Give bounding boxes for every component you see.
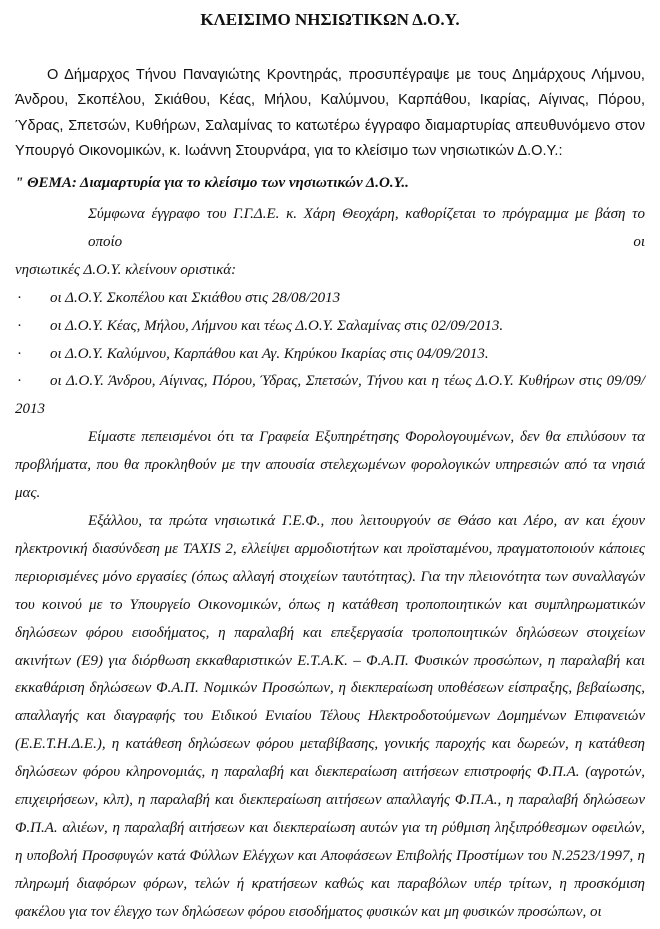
bullet-line — [15, 313, 645, 341]
bullet-text: οι Δ.Ο.Υ. Σκοπέλου και Σκιάθου στις 28/08/2013 — [50, 289, 341, 306]
paragraph1-line: νησιωτικές Δ.Ο.Υ. κλείνουν οριστικά: — [15, 261, 237, 278]
bullet-line — [15, 341, 645, 369]
paragraph2-line: προβλήματα, που θα προκληθούν με την απουσία στελεχωμένων φορολογικών υπηρεσιών από τα νησιά — [15, 457, 645, 474]
intro-paragraph — [15, 63, 645, 164]
bullet-item — [15, 368, 645, 424]
paragraph3-line: (Ε.Ε.Τ.Η.Δ.Ε.), η κατάθεση δηλώσεων φόρου μεταβίβασης, γονικής παροχής και δωρεών, η κατάθεση — [15, 736, 645, 753]
bullet-line — [15, 368, 645, 396]
paragraph3-line: ακινήτων (Ε9) για διόρθωση εκκαθαριστικών Ε.Τ.Α.Κ. – Φ.Α.Π. Φυσικών προσώπων, η παραλαβή και — [15, 652, 645, 669]
paragraph3-line: περιορισμένες μόνο εργασίες (όπως αλλαγή στοιχείων ταυτότητας). Για την πλειονότητα των συναλλαγών — [15, 568, 645, 585]
document-title: ΚΛΕΙΣΙΜΟ ΝΗΣΙΩΤΙΚΩΝ Δ.Ο.Υ. — [200, 10, 460, 29]
paragraph3-line: δηλώσεων φόρου εισοδήματος, η παραλαβή και επεξεργασία τροποποιητικών δηλώσεων στοιχείων — [15, 624, 645, 641]
bullet-continuation-line: 2013 — [15, 401, 45, 418]
paragraph3-line: φακέλου για τον έλεγχο των δηλώσεων φόρου εισοδήματος φυσικών και μη φυσικών προσώπων, οι — [15, 903, 602, 920]
intro-line: Υπουργό Οικονομικών, κ. Ιωάννη Στουρνάρα, για το κλείσιμο των νησιωτικών Δ.Ο.Υ.: — [15, 142, 563, 159]
paragraph1-line: Σύμφωνα έγγραφο του Γ.Γ.Δ.Ε. κ. Χάρη Θεοχάρη, καθορίζεται το πρόγραμμα με βάση το οποίο οι — [88, 206, 645, 250]
paragraph3-line: δηλώσεων φόρου κληρονομιάς, η παραλαβή και διεκπεραίωση αιτήσεων επιστροφής Φ.Π.Α. (αγροτών, — [15, 764, 645, 781]
letter-body — [15, 201, 645, 927]
bullet-text: οι Δ.Ο.Υ. Κέας, Μήλου, Λήμνου και τέως Δ.Ο.Υ. Σαλαμίνας στις 02/09/2013. — [50, 317, 504, 334]
intro-line: Άνδρου, Σκοπέλου, Σκιάθου, Κέας, Μήλου, Καλύμνου, Καρπάθου, Ικαρίας, Αίγινας, Πόρου, — [15, 92, 645, 109]
paragraph3-line: απαλλαγής και διαγραφής του Ειδικού Ενιαίου Τέλους Ηλεκτροδοτούμενων Δομημένων Επιφανειών — [15, 708, 645, 725]
paragraph3-line: Φ.Π.Α. αλιέων, η παραλαβή αιτήσεων και διεκπεραίωση αυτών για τη ρύθμιση ληξιπρόθεσμων οφειλών, — [15, 819, 645, 836]
paragraph3-line: του κοινού με το Υπουργείο Οικονομικών, όπως η κατάθεση τροποποιητικών και συμπληρωματικών — [15, 596, 645, 613]
bullet-text: οι Δ.Ο.Υ. Καλύμνου, Καρπάθου και Αγ. Κηρύκου Ικαρίας στις 04/09/2013. — [50, 345, 489, 362]
bullet-item — [15, 313, 645, 341]
bullet-dot-icon: · — [17, 289, 22, 306]
bullet-item — [15, 285, 645, 313]
paragraph2-line: Είμαστε πεπεισμένοι ότι τα Γραφεία Εξυπηρέτησης Φορολογουμένων, δεν θα επιλύσουν τα — [88, 429, 645, 446]
intro-line: Ύδρας, Σπετσών, Κυθήρων, Σαλαμίνας το κατωτέρω έγγραφο διαμαρτυρίας απευθυνόμενο στον — [15, 117, 645, 134]
paragraph3-line: εκκαθάριση δηλώσεων Φ.Α.Π. Νομικών Προσώπων, η διεκπεραίωση υποθέσεων είσπραξης, βεβαίωσης, — [15, 680, 645, 697]
paragraph2-line: μας. — [15, 485, 41, 502]
paragraph3-line: Εξάλλου, τα πρώτα νησιωτικά Γ.Ε.Φ., που λειτουργούν σε Θάσο και Λέρο, αν και έχουν — [88, 512, 645, 529]
subject-line: " ΘΕΜΑ: Διαμαρτυρία για το κλείσιμο των νησιωτικών Δ.Ο.Υ.. — [15, 175, 409, 191]
bullet-dot-icon: · — [17, 345, 22, 362]
bullet-line — [15, 285, 645, 313]
paragraph3-line: η υποβολή Προσφυγών κατά Φύλλων Ελέγχων και Αποφάσεων Επιβολής Προστίμων του Ν.2523/1997, η — [15, 847, 645, 864]
bullet-text: οι Δ.Ο.Υ. Άνδρου, Αίγινας, Πόρου, Ύδρας, Σπετσών, Τήνου και η τέως Δ.Ο.Υ. Κυθήρων στις 09/09/ — [50, 373, 645, 390]
paragraph3-line: πληρωμή διαφόρων φόρων, τελών ή κρατήσεων καθώς και παραβόλων υπέρ τρίτων, η προσκόμιση — [15, 875, 645, 892]
bullet-item — [15, 341, 645, 369]
paragraph3-line: επιχειρήσεων, κλπ), η παραλαβή και διεκπεραίωση αιτήσεων απαλλαγής Φ.Π.Α., η παραλαβή δηλώσεων — [15, 792, 645, 809]
bullet-dot-icon: · — [17, 317, 22, 334]
paragraph3-line: ηλεκτρονική διασύνδεση με TAXIS 2, ελλείψει αρμοδιοτήτων και προϊσταμένου, πραγματοποιούν κάποιες — [15, 540, 645, 557]
bullet-dot-icon: · — [17, 373, 22, 390]
intro-line: Ο Δήμαρχος Τήνου Παναγιώτης Κροντηράς, προσυπέγραψε με τους Δημάρχους Λήμνου, — [47, 67, 645, 83]
